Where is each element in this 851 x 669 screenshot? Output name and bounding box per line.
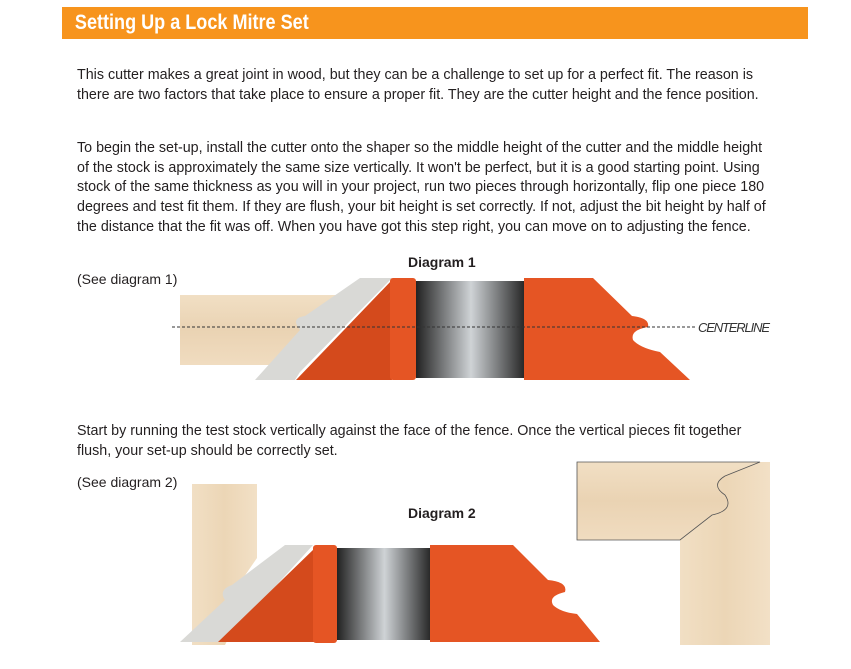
diagram-1 [172,278,770,380]
cutter-band-left [390,278,416,380]
height-setup-paragraph: To begin the set-up, install the cutter onto the shaper so the middle height of the cutter and the middle height of the stock is approximately the same size vertically. It won't be perfect, but it is a good starting point. Using stock of the same thickness as you will in your project, run two pieces through horizontally, flip one piece 180 degrees and test fit them. If they are flush, your bit height is set correctly. If not, adjust the bit height by half of the distance that the fit was off. When you have got this step right, you can move on to adjusting the fence. [77,140,766,235]
cutter-body-cylinder [416,281,526,378]
intro-paragraph: This cutter makes a great joint in wood, but they can be a challenge to set up for a perfect fit. The reason is there are two factors that take place to ensure a proper fit. They are the cutter height and the fence position. [77,67,759,103]
cutter-right-profile [430,545,600,642]
cutter-body-cylinder [337,548,432,640]
see-diagram-2: (See diagram 2) [77,474,178,490]
cutter-right-profile [524,278,690,380]
centerline-label: CENTERLINE [698,320,770,335]
diagram-2 [180,462,770,645]
see-diagram-1: (See diagram 1) [77,271,178,287]
cutter-band-left [313,545,337,643]
section-title: Setting Up a Lock Mitre Set [74,11,309,34]
fence-setup-paragraph: Start by running the test stock vertically against the face of the fence. Once the vertical pieces fit together flush, your set-up should be correctly set. [77,423,742,459]
diagram-1-label: Diagram 1 [408,254,476,270]
diagram-2-label: Diagram 2 [408,505,476,521]
